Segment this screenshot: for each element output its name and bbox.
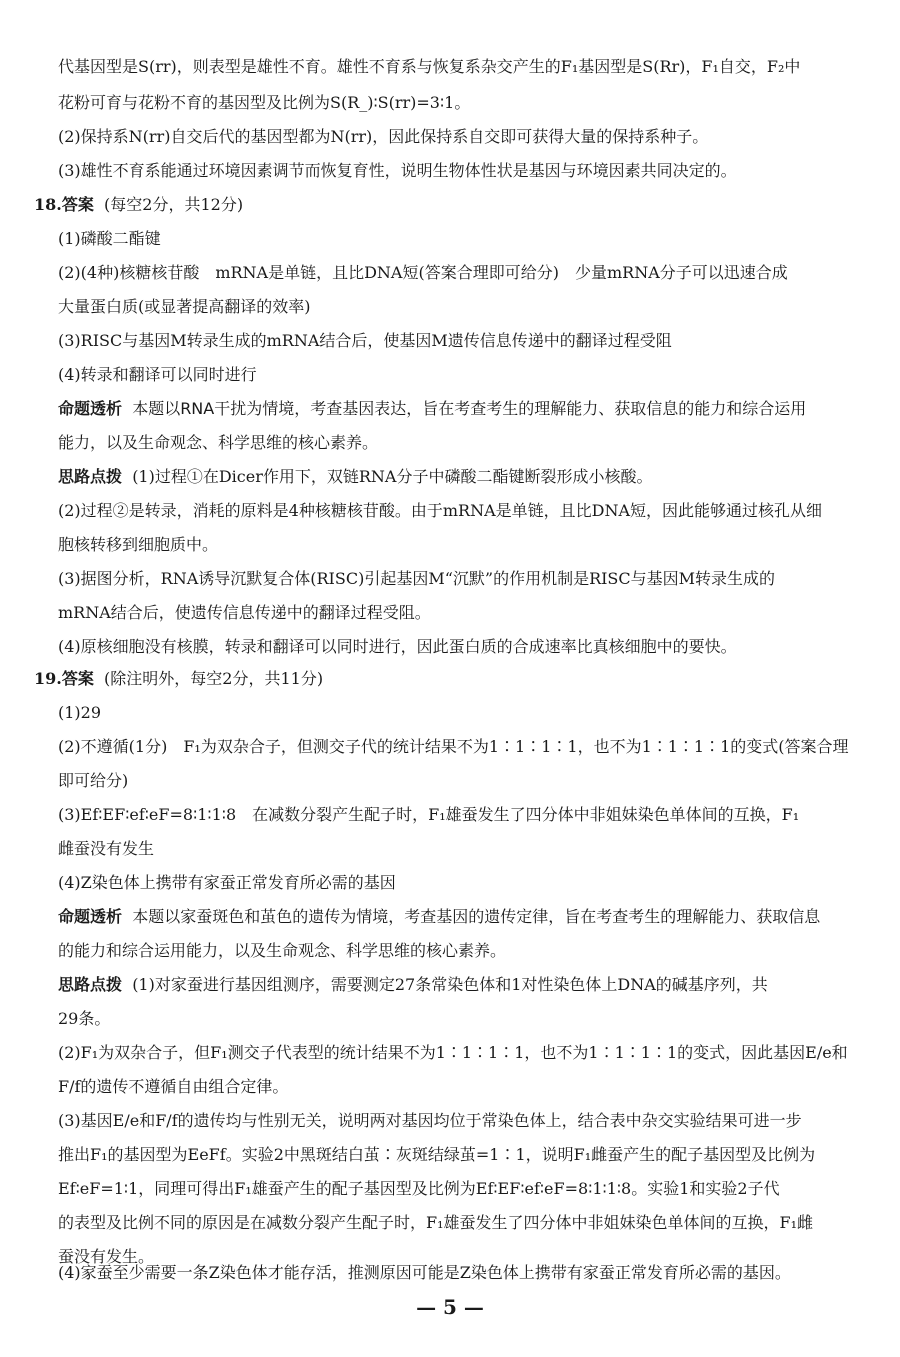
hint-block [58,974,768,996]
text-line: 能力，以及生命观念、科学思维的核心素养。 [58,433,379,452]
text-line: (2)F₁为双杂合子，但F₁测交子代表型的统计结果不为1∶1∶1∶1，也不为1∶1∶1∶1的变式，因此基因E/e和 [58,1043,848,1062]
text-line: (2)(4种)核糖核苷酸 mRNA是单链，且比DNA短(答案合理即可给分) 少量mRNA分子可以迅速合成 [58,263,788,282]
text-line: (3)基因E/e和F/f的遗传均与性别无关，说明两对基因均位于常染色体上，结合表中杂交实验结果可进一步 [58,1111,802,1130]
question-number: 18. [34,195,62,214]
score-note: (除注明外，每空2分，共11分) [104,669,324,688]
analysis-label: 命题透析 [58,399,123,418]
answer-label: 答案 [61,669,94,688]
answer-label: 答案 [61,195,94,214]
hint-text: (1)对家蚕进行基因组测序，需要测定27条常染色体和1对性染色体上DNA的碱基序列，共 [132,975,768,994]
text-line: 胞核转移到细胞质中。 [58,535,219,554]
text-line: mRNA结合后，使遗传信息传递中的翻译过程受阻。 [58,603,431,622]
text-line: 即可给分) [58,771,129,790]
analysis-text: 本题以家蚕斑色和茧色的遗传为情境，考查基因的遗传定律，旨在考查考生的理解能力、获取信息 [132,907,821,926]
text-line: (2)过程②是转录，消耗的原料是4种核糖核苷酸。由于mRNA是单链，且比DNA短，因此能够通过核孔从细 [58,501,823,520]
analysis-block [58,906,820,928]
score-note: (每空2分，共12分) [104,195,244,214]
hint-text: (1)过程①在Dicer作用下，双链RNA分子中磷酸二酯键断裂形成小核酸。 [132,467,653,486]
question-19-header [34,668,323,690]
analysis-label: 命题透析 [58,907,123,926]
text-line: (4)家蚕至少需要一条Z染色体才能存活，推测原因可能是Z染色体上携带有家蚕正常发育所必需的基因。 [58,1263,791,1282]
text-line: 雌蚕没有发生 [58,839,155,858]
text-line: Ef∶eF=1∶1，同理可得出F₁雄蚕产生的配子基因型及比例为Ef∶EF∶ef∶eF=8∶1∶1∶8。实验1和实验2子代 [58,1179,780,1198]
text-line: (1)29 [58,703,102,722]
hint-label: 思路点拨 [58,975,123,994]
text-line: 大量蛋白质(或显著提高翻译的效率) [58,297,311,316]
text-line: (4)转录和翻译可以同时进行 [58,365,257,384]
text-line: 推出F₁的基因型为EeFf。实验2中黑斑结白茧∶灰斑结绿茧=1∶1，说明F₁雌蚕产生的配子基因型及比例为 [58,1145,816,1164]
text-line: (2)保持系N(rr)自交后代的基因型都为N(rr)，因此保持系自交即可获得大量的保持系种子。 [58,127,709,146]
text-line: 蚕没有发生。 [58,1247,155,1266]
question-18-header [34,194,243,216]
text-line: (3)RISC与基因M转录生成的mRNA结合后，使基因M遗传信息传递中的翻译过程受阻 [58,331,672,350]
text-line: (4)原核细胞没有核膜，转录和翻译可以同时进行，因此蛋白质的合成速率比真核细胞中的要快。 [58,637,737,656]
page-number: — 5 — [416,1295,484,1319]
analysis-block [58,398,806,420]
hint-block [58,466,652,488]
text-line: (3)雄性不育系能通过环境因素调节而恢复育性，说明生物体性状是基因与环境因素共同决定的。 [58,161,737,180]
text-line: (3)Ef∶EF∶ef∶eF=8∶1∶1∶8 在减数分裂产生配子时，F₁雄蚕发生了四分体中非姐妹染色单体间的互换，F₁ [58,805,800,824]
text-line: 花粉可育与花粉不育的基因型及比例为S(R_)∶S(rr)=3∶1。 [58,93,471,112]
text-line: (3)据图分析，RNA诱导沉默复合体(RISC)引起基因M“沉默”的作用机制是RISC与基因M转录生成的 [58,569,776,588]
text-line: (2)不遵循(1分) F₁为双杂合子，但测交子代的统计结果不为1∶1∶1∶1，也不为1∶1∶1∶1的变式(答案合理 [58,737,849,756]
text-line: (4)Z染色体上携带有家蚕正常发育所必需的基因 [58,873,396,892]
text-line: F/f的遗传不遵循自由组合定律。 [58,1077,289,1096]
question-number: 19. [34,669,62,688]
text-line: 29条。 [58,1009,111,1028]
analysis-text: 本题以RNA干扰为情境，考查基因表达，旨在考查考生的理解能力、获取信息的能力和综合运用 [132,399,807,418]
hint-label: 思路点拨 [58,467,123,486]
text-line: 的表型及比例不同的原因是在减数分裂产生配子时，F₁雄蚕发生了四分体中非姐妹染色单体间的互换，F₁雌 [58,1213,814,1232]
text-line: 代基因型是S(rr)，则表型是雄性不育。雄性不育系与恢复系杂交产生的F₁基因型是S(Rr)，F₁自交，F₂中 [58,57,801,76]
text-line: (1)磷酸二酯键 [58,229,161,248]
text-line: 的能力和综合运用能力，以及生命观念、科学思维的核心素养。 [58,941,507,960]
